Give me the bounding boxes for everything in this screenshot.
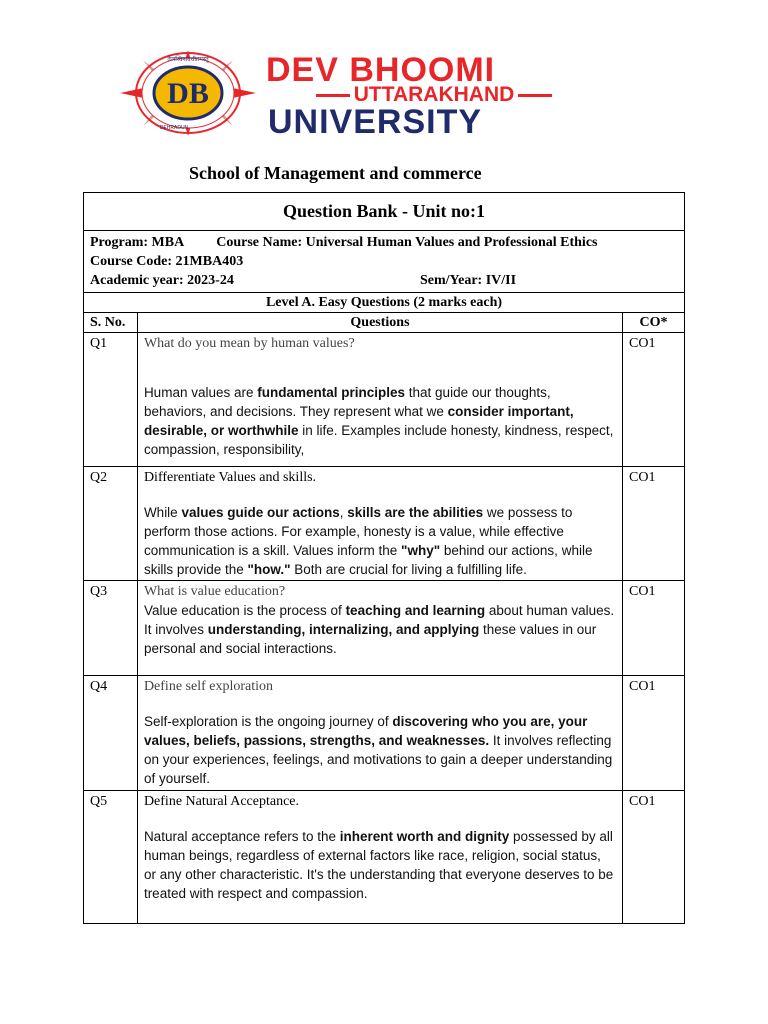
column-header-questions: Questions bbox=[137, 313, 622, 333]
column-header-sno: S. No. bbox=[84, 313, 138, 333]
question-number: Q1 bbox=[84, 333, 138, 467]
answer-text: Value education is the process of teaching and learning about human values. It involves understanding, internalizing, and applying these values in our personal and social interactions. bbox=[143, 603, 615, 656]
answer-text: Natural acceptance refers to the inherent worth and dignity possessed by all human beings, regardless of external factors like race, religion, social status, or any other characteristic. It's the understanding that everyone deserves to be treated with respect and compassion. bbox=[143, 829, 614, 901]
svg-text:DEHRADUN: DEHRADUN bbox=[159, 125, 189, 131]
question-number: Q2 bbox=[84, 467, 138, 581]
level-heading: Level A. Easy Questions (2 marks each) bbox=[84, 293, 685, 313]
sem-year-label: Sem/Year: IV/II bbox=[420, 273, 517, 288]
question-text: Differentiate Values and skills. bbox=[143, 470, 317, 485]
question-number: Q5 bbox=[84, 791, 138, 924]
page-title: Question Bank - Unit no:1 bbox=[84, 193, 685, 231]
svg-text:DB: DB bbox=[167, 77, 209, 110]
table-row bbox=[84, 791, 685, 924]
question-text: Define self exploration bbox=[143, 679, 273, 694]
course-outcome: CO1 bbox=[623, 581, 685, 676]
university-name-line1: DEV BHOOMI bbox=[266, 51, 496, 89]
course-outcome: CO1 bbox=[623, 467, 685, 581]
course-name-label: Course Name: Universal Human Values and Professional Ethics bbox=[216, 235, 598, 250]
course-code-label: Course Code: 21MBA403 bbox=[90, 254, 244, 269]
answer-text: Self-exploration is the ongoing journey of discovering who you are, your values, beliefs, passions, strengths, and weaknesses. It involves reflecting on your experiences, feelings, and motivations to gain a deeper understanding of yourself. bbox=[143, 714, 613, 786]
table-row bbox=[84, 676, 685, 791]
table-row bbox=[84, 581, 685, 676]
university-emblem-icon bbox=[118, 48, 258, 138]
table-row bbox=[84, 333, 685, 467]
question-text: What is value education? bbox=[143, 584, 286, 599]
course-outcome: CO1 bbox=[623, 791, 685, 924]
question-number: Q3 bbox=[84, 581, 138, 676]
question-text: What do you mean by human values? bbox=[143, 336, 355, 351]
question-bank-table bbox=[83, 192, 685, 924]
column-header-co: CO* bbox=[623, 313, 685, 333]
course-outcome: CO1 bbox=[623, 676, 685, 791]
academic-year-label: Academic year: 2023-24 bbox=[90, 273, 234, 288]
course-info bbox=[84, 231, 685, 293]
table-header-row bbox=[84, 313, 685, 333]
table-row bbox=[84, 467, 685, 581]
answer-text: Human values are fundamental principles that guide our thoughts, behaviors, and decisions. They represent what we consider important, desirable, or worthwhile in life. Examples include honesty, kindness, respect, compassion, responsibility, bbox=[143, 385, 614, 457]
question-text: Define Natural Acceptance. bbox=[143, 794, 300, 809]
course-outcome: CO1 bbox=[623, 333, 685, 467]
answer-text: While values guide our actions, skills are the abilities we possess to perform those actions. For example, honesty is a value, while effective communication is a skill. Values inform the "why" behind our actions, while skills provide the "how." Both are crucial for living a fulfilling life. bbox=[143, 505, 593, 577]
university-name-line2: UTTARAKHAND bbox=[266, 82, 602, 108]
university-name-line3: UNIVERSITY bbox=[268, 103, 483, 141]
university-logo bbox=[118, 48, 618, 141]
program-label: Program: MBA bbox=[90, 235, 185, 250]
school-name: School of Management and commerce bbox=[189, 163, 482, 183]
question-number: Q4 bbox=[84, 676, 138, 791]
svg-text:तेजस्विनावधीतमस्तु: तेजस्विनावधीतमस्तु bbox=[167, 56, 209, 63]
